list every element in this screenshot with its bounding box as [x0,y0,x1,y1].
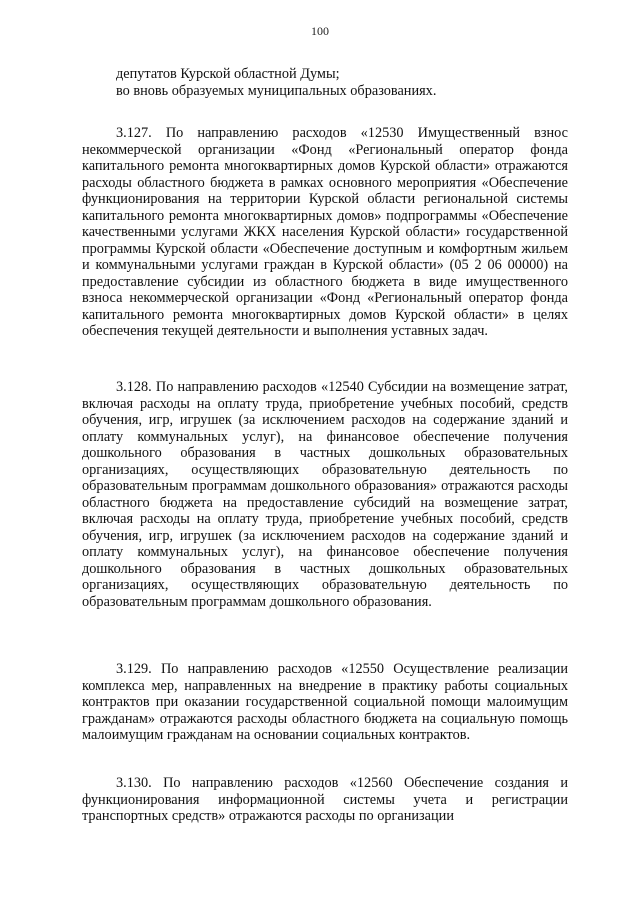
paragraph-text: 3.127. По направлению расходов «12530 Имущественный взнос некоммерческой организации «Фонд «Региональный оператор фонда капитального ремонта многоквартирных домов Курской области» отражаются расходы областного бюджета в рамках основного мероприятия «Обеспечение функционирования на территории Курской области региональной системы капитального ремонта многоквартирных домов» подпрограммы «Обеспечение качественными услугами ЖКХ населения Курской области» государственной программы Курской области «Обеспечение доступным и комфортным жильем и коммунальными услугами граждан в Курской области» (05 2 06 00000) на предоставление субсидии из областного бюджета в виде имущественного взноса некоммерческой организации «Фонд «Региональный оператор фонда капитального ремонта многоквартирных домов Курской области» в целях обеспечения текущей деятельности и выполнения уставных задач. [82,125,568,339]
intro-lines [82,66,568,99]
intro-line: депутатов Курской областной Думы; [116,66,340,82]
paragraph-3-130 [82,775,568,825]
intro-line: во вновь образуемых муниципальных образованиях. [116,82,437,99]
page-number: 100 [311,24,329,38]
paragraph-3-128 [82,379,568,610]
paragraph-text: 3.128. По направлению расходов «12540 Субсидии на возмещение затрат, включая расходы на оплату труда, приобретение учебных пособий, средств обучения, игр, игрушек (за исключением расходов на содержание зданий и оплату коммунальных услуг), на финансовое обеспечение получения дошкольного образования в частных дошкольных образовательных организациях, осуществляющих образовательную деятельность по образовательным программам дошкольного образования» отражаются расходы областного бюджета на предоставление субсидий на возмещение затрат, включая расходы на оплату труда, приобретение учебных пособий, средств обучения, игр, игрушек (за исключением расходов на содержание зданий и оплату коммунальных услуг), на финансовое обеспечение получения дошкольного образования в частных дошкольных образовательных организациях, осуществляющих образовательную деятельность по образовательным программам дошкольного образования. [82,379,568,610]
paragraph-3-127 [82,125,568,340]
paragraph-text: 3.130. По направлению расходов «12560 Обеспечение создания и функционирования информационной системы учета и регистрации транспортных средств» отражаются расходы по организации [82,775,568,824]
paragraph-text: 3.129. По направлению расходов «12550 Осуществление реализации комплекса мер, направленных на внедрение в практику работы социальных контрактов при оказании государственной социальной помощи малоимущим гражданам» отражаются расходы областного бюджета на социальную помощь малоимущим гражданам на основании социальных контрактов. [82,661,568,743]
paragraph-3-129 [82,661,568,744]
